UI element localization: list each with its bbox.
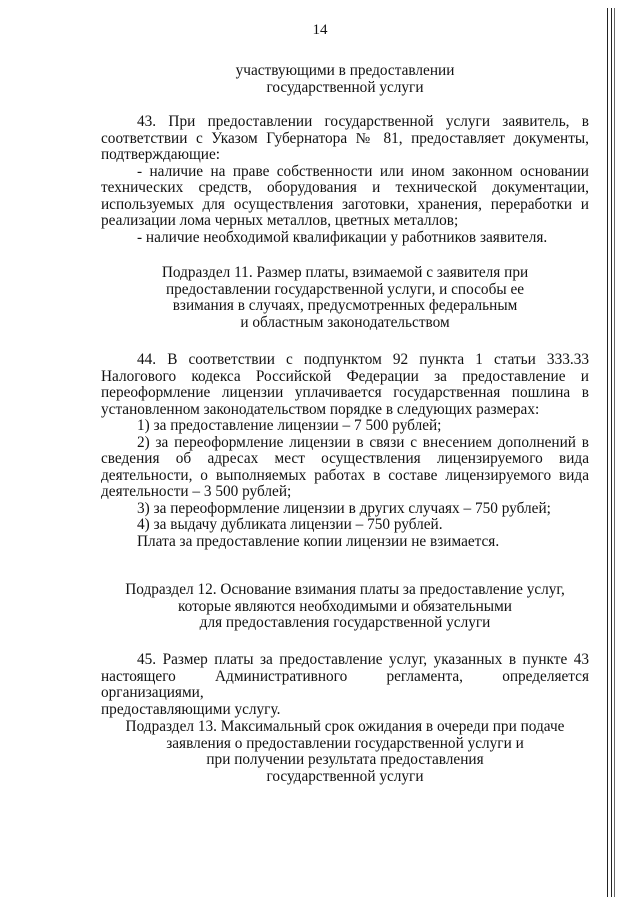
heading-line: Подраздел 13. Максимальный срок ожидания в очереди при подаче (125, 718, 565, 735)
paragraph-line: подтверждающие: (101, 146, 221, 163)
bullet-line: используемых для осуществления заготовки, хранения, переработки и (101, 195, 589, 213)
paragraph-line: установленном законодательством порядке в следующих размерах: (101, 400, 540, 418)
heading-line: участвующими в предоставлении (235, 62, 455, 79)
page-edge-line (607, 8, 608, 897)
heading-line: Подраздел 11. Размер платы, взимаемой с заявителя при (161, 264, 529, 281)
paragraph-line: 43. При предоставлении государственной услуги заявитель, в (137, 113, 589, 130)
list-item: 1) за предоставление лицензии – 7 500 рублей; (137, 417, 442, 434)
list-item: 2) за переоформление лицензии в связи с внесением дополнений в (137, 433, 589, 451)
section-heading-top (101, 63, 589, 96)
paragraph-line: 44. В соответствии с подпунктом 92 пункта 1 статьи 333.33 (137, 351, 589, 368)
bullet-line: - наличие необходимой квалификации у работников заявителя. (137, 228, 548, 246)
heading-line: взимания в случаях, предусмотренных федеральным (172, 297, 518, 314)
paragraph-line: Плата за предоставление копии лицензии не взимается. (137, 532, 500, 550)
paragraph-line: 45. Размер платы за предоставление услуг, указанных в пункте 43 (137, 651, 589, 668)
list-item: деятельности, о выполняемых работах в составе лицензируемого вида (101, 466, 589, 484)
bullet-line: реализации лома черных металлов, цветных металлов; (101, 212, 459, 229)
heading-line: которые являются необходимыми и обязательными (178, 597, 512, 615)
list-item: деятельности – 3 500 рублей; (101, 483, 292, 500)
paragraph-line: Налогового кодекса Российской Федерации за предоставление и (101, 367, 589, 385)
paragraph-45 (101, 652, 589, 718)
heading-line: и областным законодательством (240, 313, 450, 331)
heading-line: заявления о предоставлении государственной услуги и (166, 734, 524, 752)
heading-line: Подраздел 12. Основание взимания платы за предоставление услуг, (125, 581, 565, 598)
subsection-11-heading (101, 265, 589, 331)
list-item: 4) за выдачу дубликата лицензии – 750 рублей. (137, 516, 443, 533)
bullet-line: технических средств, оборудования и технической документации, (101, 179, 589, 196)
heading-line: государственной услуги (266, 78, 424, 96)
paragraph-43 (101, 114, 589, 246)
subsection-13-heading (101, 719, 589, 785)
paragraph-line: предоставляющими услугу. (101, 700, 281, 718)
paragraph-line: соответствии с Указом Губернатора № 81, предоставляет документы, (101, 129, 589, 147)
subsection-12-heading (101, 582, 589, 632)
list-item: сведения об адресах мест осуществления лицензируемого вида (101, 450, 589, 467)
heading-line: предоставлении государственной услуги, и способы ее (165, 280, 525, 298)
heading-line: для предоставления государственной услуги (199, 614, 491, 631)
paragraph-line: переоформление лицензии уплачивается государственная пошлина в (101, 384, 589, 401)
page-edge-line (611, 8, 612, 897)
heading-line: при получении результата предоставления (206, 751, 484, 768)
paragraph-line: настоящего Административного регламента, определяется организациями, (101, 667, 589, 701)
heading-line: государственной услуги (266, 767, 424, 785)
page-edge-line (614, 8, 615, 897)
paragraph-44 (101, 352, 589, 550)
bullet-line: - наличие на праве собственности или ином законном основании (137, 162, 589, 180)
page-number: 14 (312, 22, 328, 38)
list-item: 3) за переоформление лицензии в других случаях – 750 рублей; (137, 499, 551, 517)
